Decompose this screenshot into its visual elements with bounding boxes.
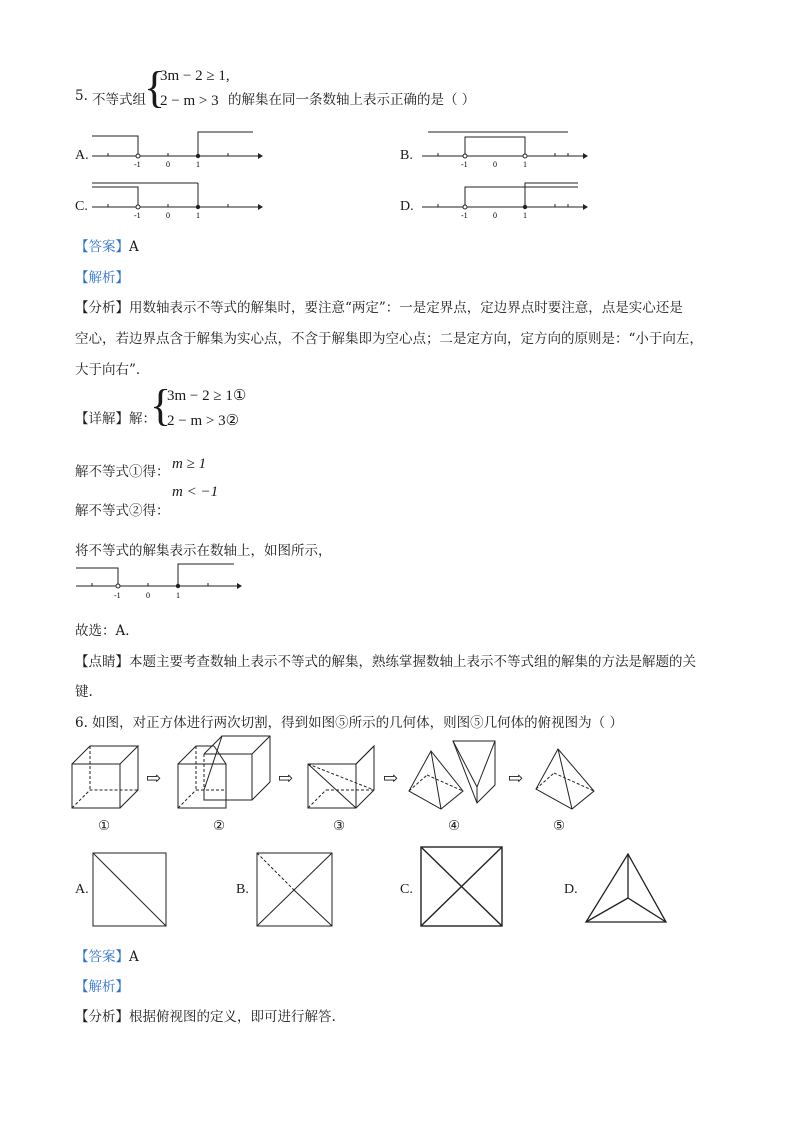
q5-option-b-numberline bbox=[418, 126, 593, 170]
q5-lead: 不等式组 bbox=[92, 92, 146, 108]
q5-show-text: 将不等式的解集表示在数轴上，如图所示， bbox=[75, 543, 332, 559]
q6-option-a-figure bbox=[92, 852, 168, 928]
q5-b-tick-0: 0 bbox=[493, 160, 497, 169]
q6-option-c-label: C. bbox=[400, 882, 413, 897]
q5-detail-label bbox=[75, 407, 156, 427]
q5-c-tick-neg1: -1 bbox=[134, 211, 141, 220]
q5-solution-numberline bbox=[72, 560, 247, 604]
q5-c-tick-1: 1 bbox=[196, 211, 200, 220]
q6-figure-3-prism bbox=[304, 742, 380, 812]
q5-b-tick-neg1: -1 bbox=[461, 160, 468, 169]
q6-arrow-1-icon: ⇨ bbox=[146, 768, 162, 789]
q5-a-tick-0: 0 bbox=[166, 160, 170, 169]
q5-dianjing-line1 bbox=[75, 650, 696, 670]
q6-figure-5-pyramid bbox=[532, 745, 604, 813]
q5-dianjing-tag: 【点睛】 bbox=[75, 654, 129, 670]
q6-arrow-3-icon: ⇨ bbox=[383, 768, 399, 789]
q6-stem: 6. 如图，对正方体进行两次切割，得到如图⑤所示的几何体，则图⑤几何体的俯视图为（ ） bbox=[75, 715, 623, 731]
q6-option-b-label: B. bbox=[236, 882, 249, 897]
q5-d-tick-0: 0 bbox=[493, 211, 497, 220]
q6-option-d-label: D. bbox=[564, 882, 578, 897]
q5-system-line1: 3m − 2 ≥ 1, bbox=[160, 68, 230, 84]
q5-number: 5. bbox=[75, 88, 88, 104]
q5-d-tick-1: 1 bbox=[523, 211, 527, 220]
q5-b-tick-1: 1 bbox=[523, 160, 527, 169]
q5-solve2-text: 解不等式②得： bbox=[75, 503, 170, 519]
q6-fenxi-text: 根据俯视图的定义，即可进行解答. bbox=[129, 1009, 336, 1025]
q6-answer bbox=[75, 945, 139, 965]
q6-figure-1-label: ① bbox=[98, 818, 111, 834]
q5-detail-tag: 【详解】 bbox=[75, 411, 129, 427]
q5-dianjing-text1: 本题主要考查数轴上表示不等式的解集，熟练掌握数轴上表示不等式组的解集的方法是解题的关 bbox=[129, 654, 696, 670]
q5-stem-tail: 的解集在同一条数轴上表示正确的是（ ） bbox=[228, 92, 476, 108]
q5-dianjing-line2: 键. bbox=[75, 684, 93, 700]
q5-sol-tick-0: 0 bbox=[146, 591, 150, 600]
q5-a-tick-neg1: -1 bbox=[134, 160, 141, 169]
q6-figure-1-cube bbox=[68, 742, 144, 812]
q5-detail-brace: { bbox=[150, 381, 172, 430]
q6-figure-2-label: ② bbox=[213, 818, 226, 834]
q6-answer-value: A bbox=[129, 949, 139, 965]
q6-figure-3-label: ③ bbox=[333, 818, 346, 834]
q5-solve1-text: 解不等式①得： bbox=[75, 464, 170, 480]
q6-option-b-figure bbox=[256, 852, 334, 928]
q5-option-d-numberline bbox=[418, 177, 593, 221]
q5-option-b-label: B. bbox=[400, 148, 413, 163]
q5-sol-tick-neg1: -1 bbox=[114, 591, 121, 600]
q5-option-c-numberline bbox=[88, 177, 263, 221]
q6-figure-2-cut-cube bbox=[174, 730, 274, 814]
q5-a-tick-1: 1 bbox=[196, 160, 200, 169]
q5-fenxi-line3: 大于向右”． bbox=[75, 362, 150, 378]
q6-option-d-figure bbox=[584, 852, 668, 926]
q5-option-c-label: C. bbox=[75, 199, 88, 214]
q6-arrow-4-icon: ⇨ bbox=[508, 768, 524, 789]
q6-figure-4-label: ④ bbox=[448, 818, 461, 834]
q5-solve1-math: m ≥ 1 bbox=[172, 456, 207, 472]
q5-solve2-math: m < −1 bbox=[172, 484, 219, 500]
q6-arrow-2-icon: ⇨ bbox=[278, 768, 294, 789]
q6-analysis-tag: 【解析】 bbox=[75, 979, 129, 995]
q5-system-brace: { bbox=[144, 63, 166, 112]
q5-d-tick-neg1: -1 bbox=[461, 211, 468, 220]
q5-answer-value: A bbox=[129, 239, 139, 255]
q6-answer-tag: 【答案】 bbox=[75, 949, 129, 965]
q6-figure-5-label: ⑤ bbox=[553, 818, 566, 834]
q5-answer-tag: 【答案】 bbox=[75, 239, 129, 255]
q5-system-line2: 2 − m > 3 bbox=[160, 93, 219, 109]
q6-figure-4-split-pieces bbox=[405, 735, 505, 815]
q6-option-a-label: A. bbox=[75, 882, 89, 897]
q5-option-a-numberline bbox=[88, 126, 263, 170]
q5-detail-lead: 解： bbox=[129, 411, 156, 427]
q5-analysis-tag: 【解析】 bbox=[75, 270, 129, 286]
q5-detail-sys1: 3m − 2 ≥ 1① bbox=[167, 388, 247, 404]
q6-fenxi-line bbox=[75, 1005, 336, 1025]
q6-fenxi-tag: 【分析】 bbox=[75, 1009, 129, 1025]
q6-option-c-figure bbox=[420, 846, 504, 928]
q5-fenxi-line2: 空心，若边界点含于解集为实心点，不含于解集即为空心点；二是定方向，定方向的原则是：“小于向左， bbox=[75, 331, 703, 347]
q5-fenxi-tag: 【分析】 bbox=[75, 300, 129, 316]
q5-answer bbox=[75, 235, 139, 255]
q5-option-a-label: A. bbox=[75, 148, 89, 163]
q5-c-tick-0: 0 bbox=[166, 211, 170, 220]
q5-fenxi-text1: 用数轴表示不等式的解集时，要注意“两定”：一是定界点，定边界点时要注意，点是实心还是 bbox=[129, 300, 683, 316]
q5-detail-sys2: 2 − m > 3② bbox=[167, 413, 240, 429]
q5-sol-tick-1: 1 bbox=[176, 591, 180, 600]
q5-option-d-label: D. bbox=[400, 199, 414, 214]
q5-choose: 故选：A． bbox=[75, 623, 139, 639]
q5-fenxi-line1 bbox=[75, 296, 683, 316]
